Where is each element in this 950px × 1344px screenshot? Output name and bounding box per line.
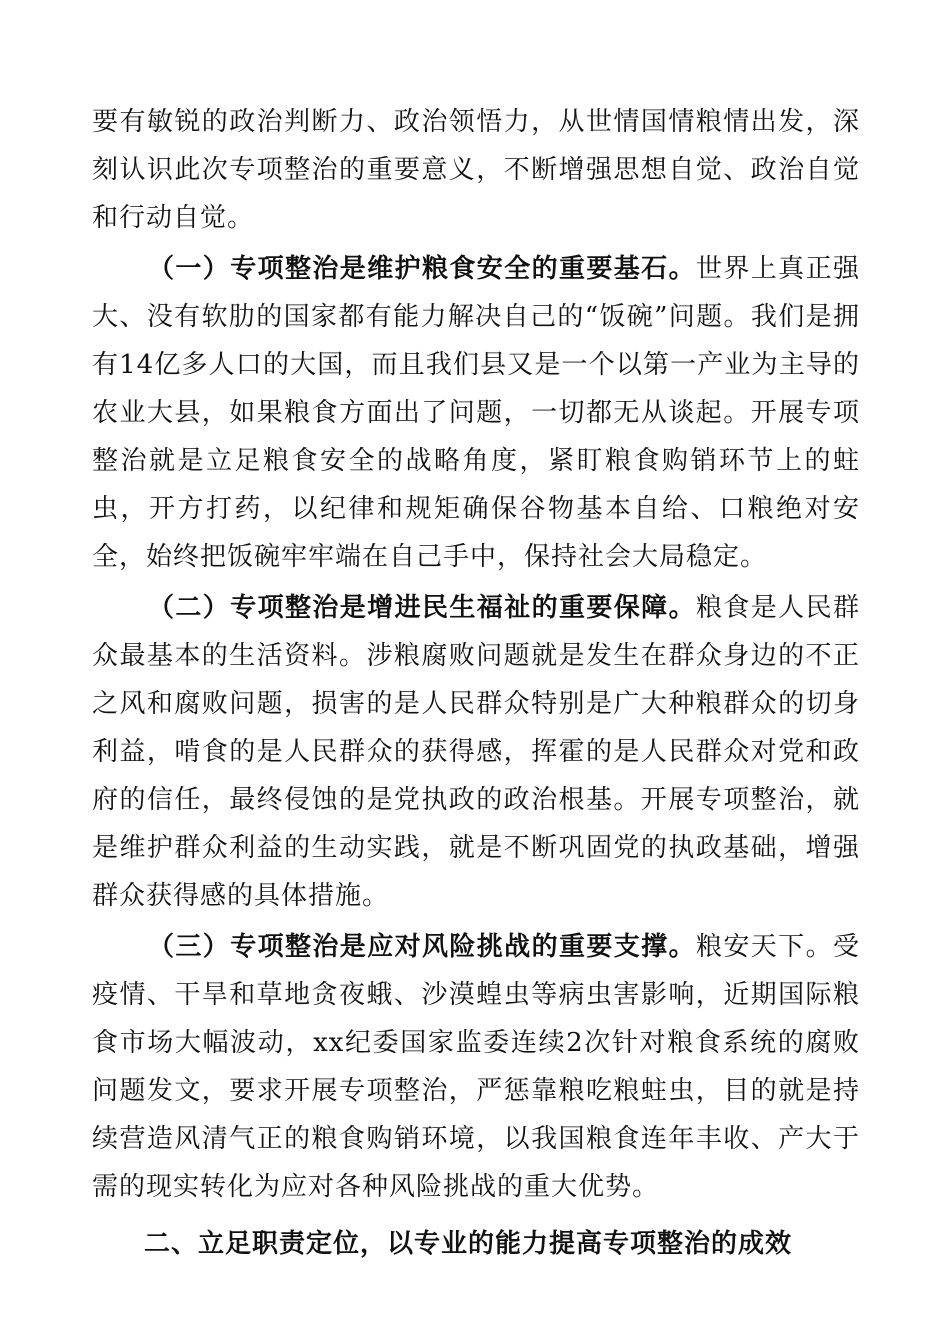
paragraph-lead: （一）专项整治是维护粮食安全的重要基石。 [148, 254, 696, 284]
paragraph-body: 要有敏锐的政治判断力、政治领悟力，从世情国情粮情出发，深刻认识此次专项整治的重要意义，不断增强思想自觉、政治自觉和行动自觉。 [92, 107, 860, 233]
paragraph-body: 粮安天下。受疫情、干旱和草地贪夜蛾、沙漠蝗虫等病虫害影响，近期国际粮食市场大幅波动，xx纪委国家监委连续2次针对粮食系统的腐败问题发文，要求开展专项整治，严惩靠粮吃粮蛀虫，目的就是持续营造风清气正的粮食购销环境，以我国粮食连年丰收、产大于需的现实转化为应对各种风险挑战的重大优势。 [92, 932, 860, 1202]
paragraph-lead: （二）专项整治是增进民生福祉的重要保障。 [148, 593, 696, 623]
paragraph-livelihood [92, 584, 860, 920]
section-heading: 二、立足职责定位，以专业的能力提高专项整治的成效 [144, 1229, 793, 1259]
paragraph-body: 粮食是人民群众最基本的生活资料。涉粮腐败问题就是发生在群众身边的不正之风和腐败问题，损害的是人民群众特别是广大种粮群众的切身利益，啃食的是人民群众的获得感，挥霍的是人民群众对党和政府的信任，最终侵蚀的是党执政的政治根基。开展专项整治，就是维护群众利益的生动实践，就是不断巩固党的执政基础，增强群众获得感的具体措施。 [92, 593, 860, 911]
paragraph-grain-security [92, 245, 860, 581]
paragraph-intro-continuation [92, 98, 860, 242]
paragraph-lead: （三）专项整治是应对风险挑战的重要支撑。 [148, 932, 696, 962]
paragraph-risk-challenge [92, 923, 860, 1211]
paragraph-body: 世界上真正强大、没有软肋的国家都有能力解决自己的“饭碗”问题。我们是拥有14亿多人口的大国，而且我们县又是一个以第一产业为主导的农业大县，如果粮食方面出了问题，一切都无从谈起。开展专项整治就是立足粮食安全的战略角度，紧盯粮食购销环节上的蛀虫，开方打药，以纪律和规矩确保谷物基本自给、口粮绝对安全，始终把饭碗牢牢端在自己手中，保持社会大局稳定。 [92, 254, 860, 572]
document-page [92, 98, 860, 1268]
